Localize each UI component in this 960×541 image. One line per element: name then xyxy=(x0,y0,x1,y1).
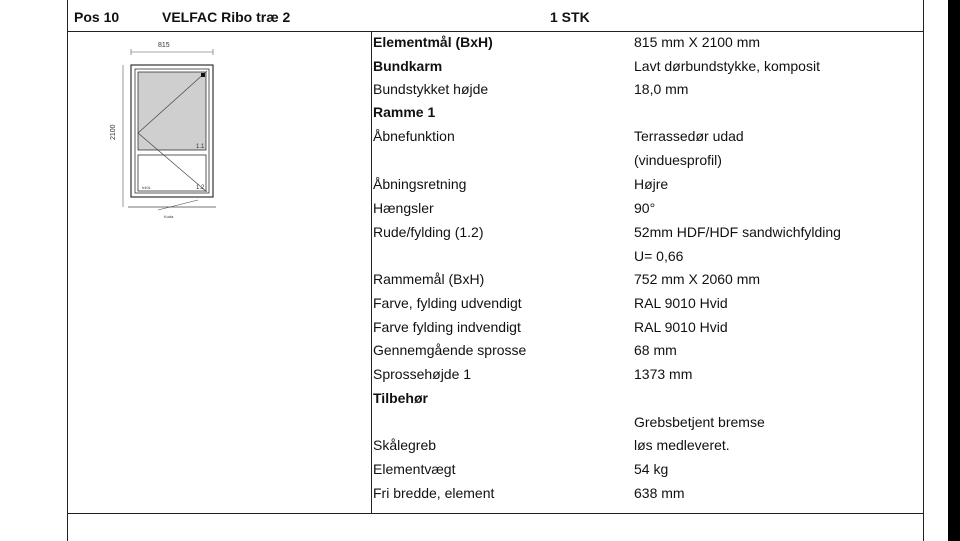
spec-label: Sprossehøjde 1 xyxy=(373,366,472,382)
spec-value: 18,0 mm xyxy=(634,81,689,97)
width-label: 815 xyxy=(158,42,170,49)
spec-value: Højre xyxy=(634,176,669,192)
screen-edge xyxy=(948,0,960,541)
spec-value: Grebsbetjent bremse xyxy=(634,414,765,430)
quantity: 1 STK xyxy=(550,9,590,25)
spec-label: Elementvægt xyxy=(373,461,456,477)
spec-label: Farve fylding indvendigt xyxy=(373,319,521,335)
spec-value: løs medleveret. xyxy=(634,437,730,453)
opening-label: Kuda xyxy=(164,214,174,219)
spec-value: 815 mm X 2100 mm xyxy=(634,34,761,50)
spec-label: Ramme 1 xyxy=(373,104,436,120)
spec-label: Gennemgående sprosse xyxy=(373,342,527,358)
position-header xyxy=(68,0,923,32)
spec-label: Rude/fylding (1.2) xyxy=(373,224,484,240)
spec-value: Lavt dørbundstykke, komposit xyxy=(634,58,820,74)
spec-value: RAL 9010 Hvid xyxy=(634,295,728,311)
spec-label: Fri bredde, element xyxy=(373,485,495,501)
spec-value: RAL 9010 Hvid xyxy=(634,319,728,335)
pane-bottom-label: 1.2 xyxy=(196,185,205,191)
spec-label: Farve, fylding udvendigt xyxy=(373,295,522,311)
glass-pane xyxy=(138,72,206,150)
spec-label: Tilbehør xyxy=(373,390,428,406)
door-drawing xyxy=(98,35,258,230)
spec-value: 638 mm xyxy=(634,485,685,501)
spec-value: 52mm HDF/HDF sandwichfylding xyxy=(634,224,841,240)
spec-value: 752 mm X 2060 mm xyxy=(634,271,761,287)
column-divider xyxy=(371,31,372,514)
pane-top-label: 1.1 xyxy=(196,144,205,150)
spec-label: Hængsler xyxy=(373,200,434,216)
spec-value: (vinduesprofil) xyxy=(634,152,722,168)
spec-value: 1373 mm xyxy=(634,366,693,382)
spec-value: Terrassedør udad xyxy=(634,128,744,144)
spec-label: Rammemål (BxH) xyxy=(373,271,485,287)
spec-label: Åbnefunktion xyxy=(373,128,455,144)
spec-value: U= 0,66 xyxy=(634,248,684,264)
spec-label: Bundkarm xyxy=(373,58,443,74)
handle-marker xyxy=(201,73,205,77)
spec-value: 90° xyxy=(634,200,656,216)
footer-divider xyxy=(68,513,923,514)
hinge-side-label: h40L xyxy=(142,185,151,190)
spec-label: Elementmål (BxH) xyxy=(373,34,493,50)
spec-sheet xyxy=(67,0,924,541)
spec-label: Åbningsretning xyxy=(373,176,467,192)
spec-value: 54 kg xyxy=(634,461,669,477)
product-name: VELFAC Ribo træ 2 xyxy=(162,9,291,25)
height-label: 2100 xyxy=(110,124,117,140)
spec-value: 68 mm xyxy=(634,342,677,358)
position-number: Pos 10 xyxy=(74,9,120,25)
spec-label: Bundstykket højde xyxy=(373,81,489,97)
spec-label: Skålegreb xyxy=(373,437,437,453)
